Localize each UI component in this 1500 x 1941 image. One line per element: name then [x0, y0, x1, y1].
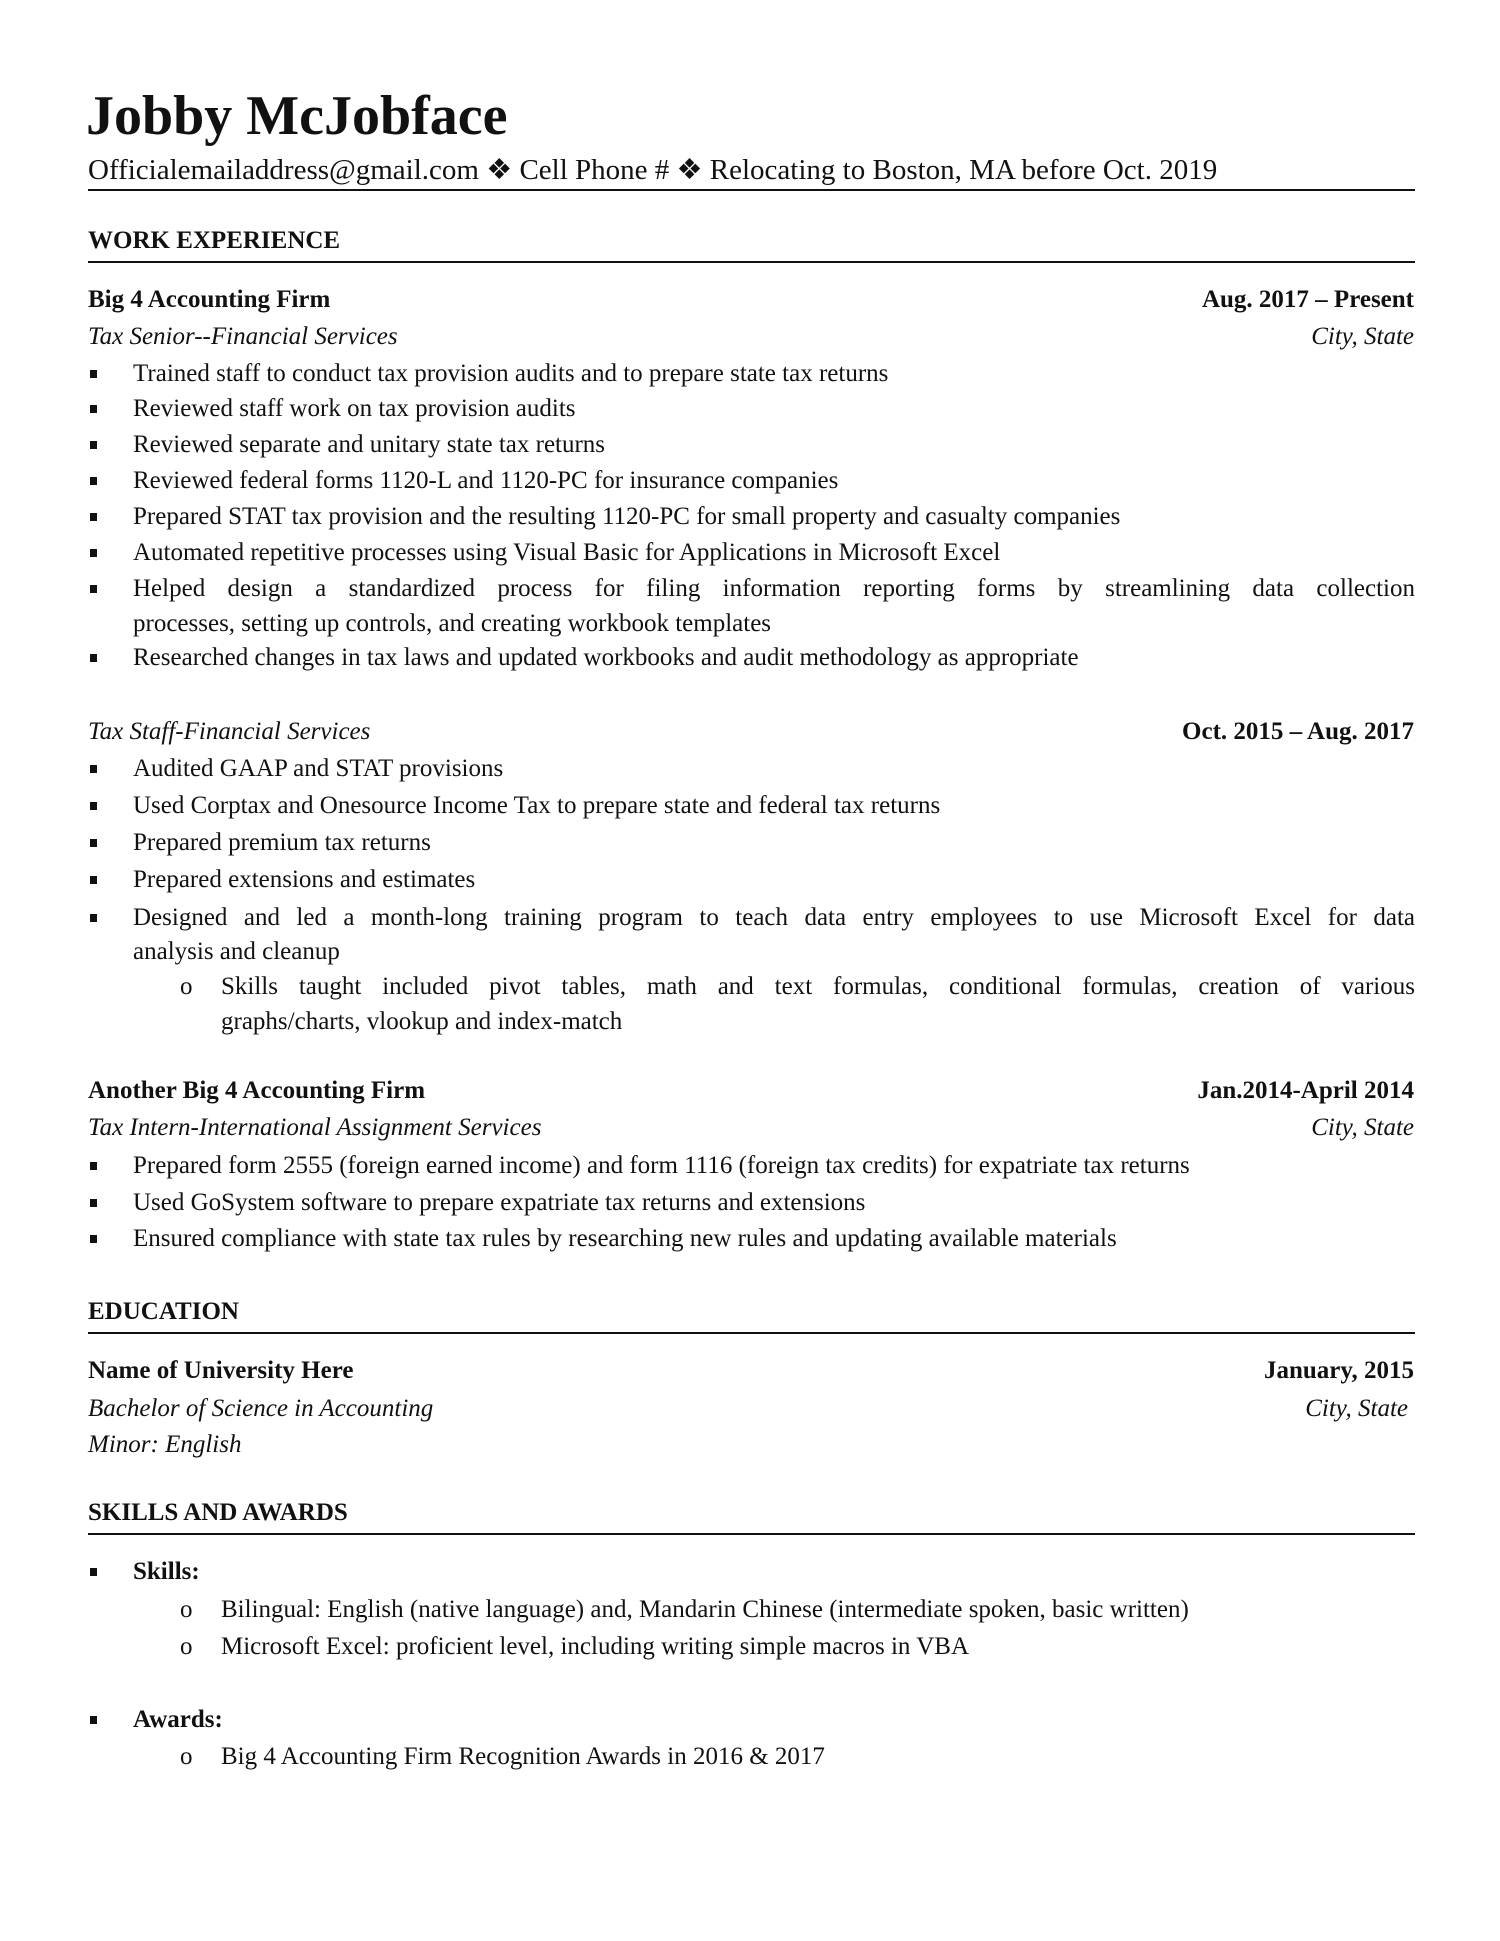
sub-bullet-icon: o	[180, 1743, 193, 1770]
minor: Minor: English	[88, 1431, 242, 1458]
list-item-continued: analysis and cleanup	[133, 938, 340, 965]
bullet-icon	[90, 1162, 97, 1170]
role-1: Tax Senior--Financial Services	[88, 323, 398, 350]
bullet-icon	[90, 876, 97, 884]
bullet-icon	[90, 370, 97, 378]
bullet-icon	[90, 1199, 97, 1207]
sub-list-item: Microsoft Excel: proficient level, including writing simple macros in VBA	[221, 1633, 969, 1660]
school-location: City, State	[1305, 1395, 1408, 1422]
section-title-education: EDUCATION	[88, 1298, 239, 1325]
list-item: Reviewed separate and unitary state tax returns	[133, 431, 606, 458]
list-item: Researched changes in tax laws and updated workbooks and audit methodology as appropriate	[133, 644, 1079, 671]
graduation-date: January, 2015	[1263, 1357, 1414, 1384]
awards-label: Awards:	[133, 1706, 223, 1733]
company-2: Another Big 4 Accounting Firm	[88, 1077, 426, 1104]
sub-list-item: Skills taught included pivot tables, math and text formulas, conditional formulas, creation of various	[221, 973, 1415, 1000]
sub-list-item: Big 4 Accounting Firm Recognition Awards in 2016 & 2017	[221, 1743, 825, 1770]
list-item-continued: processes, setting up controls, and creating workbook templates	[133, 610, 772, 637]
bullet-icon	[90, 477, 97, 485]
bullet-icon	[90, 513, 97, 521]
sub-list-item: Bilingual: English (native language) and, Mandarin Chinese (intermediate spoken, basic written)	[221, 1596, 1189, 1623]
bullet-icon	[90, 765, 97, 773]
sub-bullet-icon: o	[180, 1633, 193, 1660]
bullet-icon	[90, 1568, 97, 1576]
list-item: Ensured compliance with state tax rules by researching new rules and updating available materials	[133, 1225, 1117, 1252]
bullet-icon	[90, 405, 97, 413]
candidate-name: Jobby McJobface	[86, 85, 508, 147]
bullet-icon	[90, 802, 97, 810]
work-divider	[88, 261, 1415, 263]
sub-list-item-continued: graphs/charts, vlookup and index-match	[221, 1008, 623, 1035]
list-item: Helped design a standardized process for filing information reporting forms by streamlining data collection	[133, 575, 1415, 602]
location-2: City, State	[1311, 1114, 1414, 1141]
school-name: Name of University Here	[88, 1357, 354, 1384]
bullet-icon	[90, 1235, 97, 1243]
bullet-icon	[90, 585, 97, 593]
list-item: Reviewed federal forms 1120-L and 1120-PC for insurance companies	[133, 467, 839, 494]
list-item: Designed and led a month-long training program to teach data entry employees to use Microsoft Excel for data	[133, 904, 1415, 931]
list-item: Automated repetitive processes using Visual Basic for Applications in Microsoft Excel	[133, 539, 1001, 566]
degree: Bachelor of Science in Accounting	[88, 1395, 434, 1422]
list-item: Trained staff to conduct tax provision audits and to prepare state tax returns	[133, 360, 889, 387]
list-item: Prepared form 2555 (foreign earned income) and form 1116 (foreign tax credits) for expatriate tax returns	[133, 1152, 1190, 1179]
sub-bullet-icon: o	[180, 973, 193, 1000]
list-item: Prepared extensions and estimates	[133, 866, 476, 893]
location-1: City, State	[1311, 323, 1414, 350]
list-item: Prepared STAT tax provision and the resulting 1120-PC for small property and casualty companies	[133, 503, 1121, 530]
bullet-icon	[90, 839, 97, 847]
dates-2: Jan.2014-April 2014	[1197, 1077, 1414, 1104]
skills-divider	[88, 1533, 1415, 1535]
list-item: Used Corptax and Onesource Income Tax to prepare state and federal tax returns	[133, 792, 941, 819]
header-divider	[88, 189, 1415, 191]
list-item: Prepared premium tax returns	[133, 829, 431, 856]
skills-label: Skills:	[133, 1558, 200, 1585]
education-divider	[88, 1332, 1415, 1334]
list-item: Reviewed staff work on tax provision audits	[133, 395, 576, 422]
role-1b: Tax Staff-Financial Services	[88, 718, 371, 745]
bullet-icon	[90, 549, 97, 557]
list-item: Audited GAAP and STAT provisions	[133, 755, 504, 782]
bullet-icon	[90, 654, 97, 662]
section-title-skills: SKILLS AND AWARDS	[88, 1499, 348, 1526]
role-2: Tax Intern-International Assignment Services	[88, 1114, 542, 1141]
section-title-work: WORK EXPERIENCE	[88, 227, 341, 254]
bullet-icon	[90, 914, 97, 922]
list-item: Used GoSystem software to prepare expatriate tax returns and extensions	[133, 1189, 866, 1216]
dates-1b: Oct. 2015 – Aug. 2017	[1182, 718, 1414, 745]
bullet-icon	[90, 441, 97, 449]
company-1: Big 4 Accounting Firm	[88, 286, 331, 313]
dates-1: Aug. 2017 – Present	[1201, 286, 1414, 313]
sub-bullet-icon: o	[180, 1596, 193, 1623]
contact-line: Officialemailaddress@gmail.com ❖ Cell Phone # ❖ Relocating to Boston, MA before Oct. 2019	[88, 154, 1218, 186]
bullet-icon	[90, 1716, 97, 1724]
